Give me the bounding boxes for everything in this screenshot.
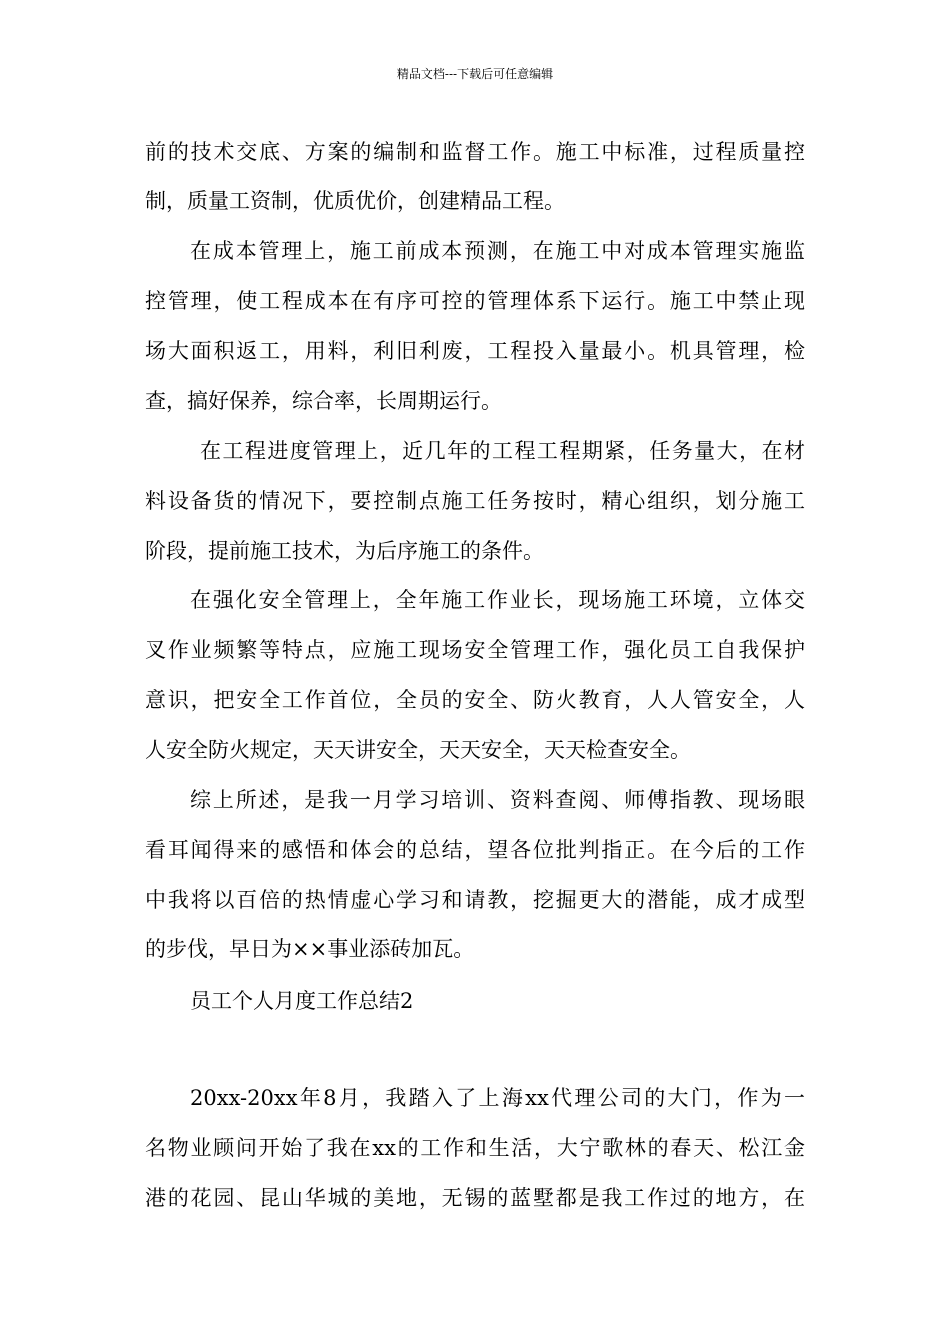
paragraph-line: 在工程进度管理上，近几年的工程工程期紧，任务量大，在材: [200, 439, 805, 463]
paragraph-line: 的步伐，早日为××事业添砖加瓦。: [145, 937, 475, 961]
paragraph-line: 场大面积返工，用料，利旧利废，工程投入量最小。机具管理，检: [145, 339, 805, 363]
paragraph-line: 阶段，提前施工技术，为后序施工的条件。: [145, 539, 544, 563]
paragraph-line: 名物业顾问开始了我在xx的工作和生活，大宁歌林的春天、松江金: [145, 1136, 805, 1160]
paragraph-line: 意识，把安全工作首位，全员的安全、防火教育，人人管安全，人: [145, 688, 805, 712]
paragraph-line: 人安全防火规定，天天讲安全，天天安全，天天检查安全。: [145, 738, 691, 762]
paragraph-line: 港的花园、昆山华城的美地，无锡的蓝墅都是我工作过的地方，在: [145, 1186, 805, 1210]
section-heading: 员工个人月度工作总结2: [190, 989, 414, 1013]
paragraph-line: 看耳闻得来的感悟和体会的总结，望各位批判指正。在今后的工作: [145, 838, 805, 862]
paragraph-line: 中我将以百倍的热情虚心学习和请教，挖掘更大的潜能，成才成型: [145, 888, 805, 912]
paragraph-line: 叉作业频繁等特点，应施工现场安全管理工作，强化员工自我保护: [145, 638, 805, 662]
page-header: 精品文档---下载后可任意编辑: [396, 67, 554, 81]
paragraph-line: 制，质量工资制，优质优价，创建精品工程。: [145, 189, 565, 213]
paragraph-line: 在成本管理上，施工前成本预测，在施工中对成本管理实施监: [190, 239, 805, 263]
paragraph-line: 料设备货的情况下，要控制点施工任务按时，精心组织，划分施工: [145, 489, 805, 513]
paragraph-line: 综上所述，是我一月学习培训、资料查阅、师傅指教、现场眼: [190, 788, 805, 812]
paragraph-line: 在强化安全管理上，全年施工作业长，现场施工环境，立体交: [190, 588, 805, 612]
paragraph-line: 20xx-20xx年8月，我踏入了上海xx代理公司的大门，作为一: [190, 1086, 805, 1110]
paragraph-line: 查，搞好保养，综合率，长周期运行。: [145, 389, 502, 413]
paragraph-line: 控管理，使工程成本在有序可控的管理体系下运行。施工中禁止现: [145, 289, 805, 313]
paragraph-line: 前的技术交底、方案的编制和监督工作。施工中标准，过程质量控: [145, 140, 805, 164]
